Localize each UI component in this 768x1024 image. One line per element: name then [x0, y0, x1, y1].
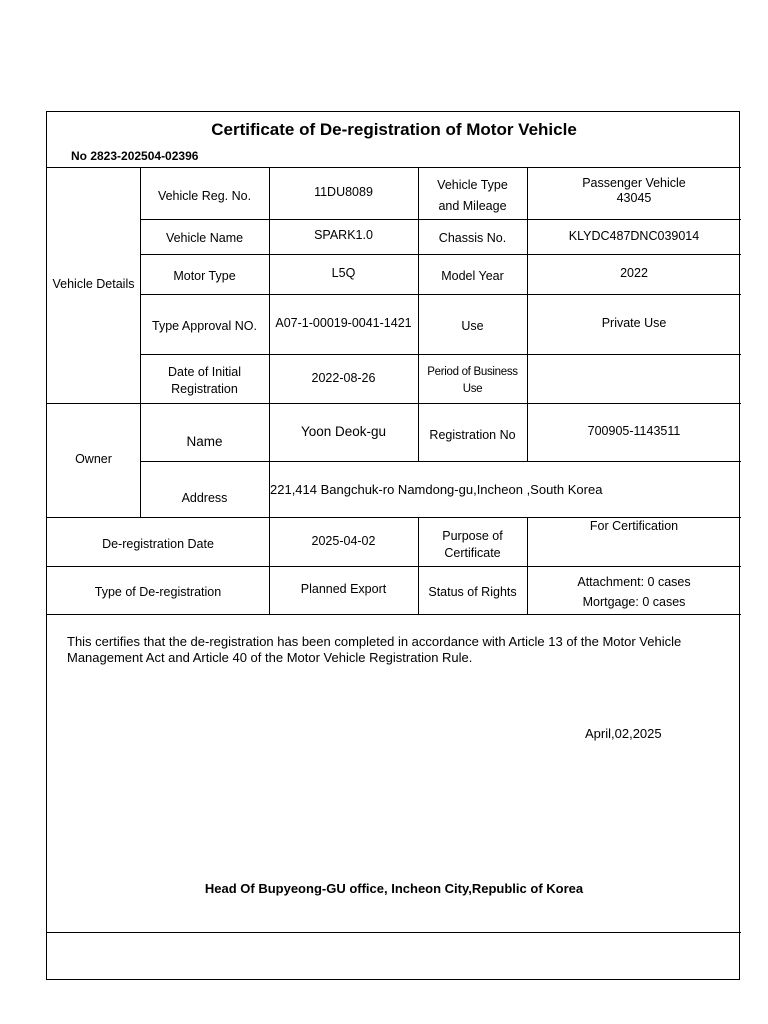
vehicle-type-mileage-label: Vehicle Type and Mileage: [437, 178, 508, 213]
business-period-label: Period of Business Use: [427, 366, 518, 395]
certificate-number: No 2823-202504-02396: [71, 149, 199, 163]
vehicle-name-label: Vehicle Name: [165, 231, 244, 245]
purpose-value: For Certification: [589, 519, 679, 533]
model-year-value: 2022: [620, 266, 648, 280]
status-of-rights-value: Attachment: 0 cases Mortgage: 0 cases: [577, 575, 691, 609]
owner-name-label: Name: [186, 434, 223, 449]
section-vehicle-details: Vehicle Details: [52, 277, 135, 291]
use-label: Use: [461, 319, 484, 333]
vehicle-name-value: SPARK1.0: [314, 228, 373, 242]
owner-address-label: Address: [181, 491, 228, 505]
type-approval-label: Type Approval NO.: [152, 319, 257, 333]
owner-registration-label: Registration No: [429, 428, 516, 442]
vehicle-reg-no-label: Vehicle Reg. No.: [157, 189, 252, 203]
motor-type-label: Motor Type: [173, 269, 236, 283]
status-of-rights-label: Status of Rights: [428, 585, 517, 599]
owner-address-value: 221,414 Bangchuk-ro Namdong-gu,Incheon ,South Korea: [270, 482, 603, 497]
certificate-title: Certificate of De-registration of Motor Vehicle: [211, 120, 577, 139]
vehicle-type-mileage-value: Passenger Vehicle 43045: [582, 176, 686, 205]
owner-registration-value: 700905-1143511: [587, 424, 681, 438]
model-year-label: Model Year: [441, 269, 504, 283]
section-owner: Owner: [75, 452, 112, 466]
issue-date: April,02,2025: [585, 726, 662, 741]
vehicle-reg-no-value: 11DU8089: [314, 185, 373, 199]
certification-statement: This certifies that the de-registration has been completed in accordance with Article 13 of the Motor Vehicle Management Act and Article 40 of the Motor Vehicle Registration Rule.: [67, 634, 682, 665]
initial-registration-label: Date of Initial Registration: [168, 365, 241, 396]
initial-registration-value: 2022-08-26: [311, 371, 376, 385]
deregistration-type-value: Planned Export: [300, 582, 387, 596]
certificate-frame: [46, 111, 740, 980]
purpose-label: Purpose of Certificate: [442, 529, 503, 560]
deregistration-date-label: De-registration Date: [102, 537, 214, 551]
type-approval-value: A07-1-00019-0041-1421: [275, 316, 412, 330]
chassis-no-value: KLYDC487DNC039014: [568, 229, 700, 243]
deregistration-type-label: Type of De-registration: [94, 585, 222, 599]
motor-type-value: L5Q: [331, 266, 356, 280]
issuer-signature-line: Head Of Bupyeong-GU office, Incheon City,Republic of Korea: [204, 881, 584, 896]
chassis-no-label: Chassis No.: [438, 231, 507, 245]
deregistration-date-value: 2025-04-02: [311, 534, 376, 548]
owner-name-value: Yoon Deok-gu: [300, 424, 387, 439]
use-value: Private Use: [601, 316, 667, 330]
